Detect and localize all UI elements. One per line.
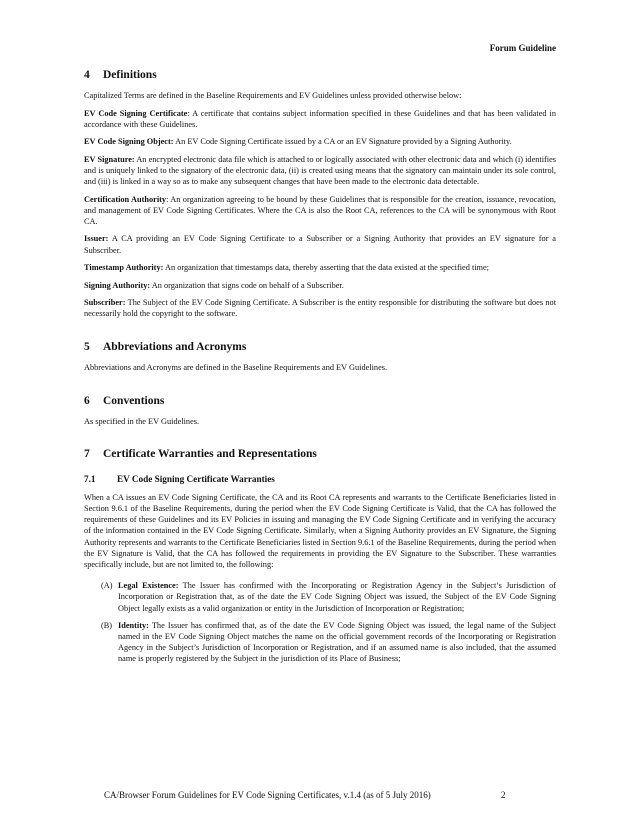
definition-item (84, 233, 556, 255)
definition-text: A certificate that contains subject information specified in these Guidelines and that has been validated in accordance with these Guidelines. (84, 108, 556, 129)
list-item-term: Identity: (118, 621, 149, 631)
section-4-heading (84, 68, 556, 82)
list-marker: (A) (101, 581, 113, 591)
section-number: 5 (84, 341, 90, 353)
definition-term: Signing Authority: (84, 280, 151, 290)
warranties-paragraph: When a CA issues an EV Code Signing Certificate, the CA and its Root CA represents and warrants to the Certificate Beneficiaries listed in Section 9.6.1 of the Baseline Requirements, during the period when the EV Code Signing Certificate is Valid, that the CA has followed the requirements of these Guidelines and its EV Policies in issuing and managing the EV Code Signing Certificate and in verifying the accuracy of the information contained in the EV Code Signing Certificate. Similarly, when a Signing Authority provides an EV Signature, the Signing Authority represents and warrants to the Certificate Beneficiaries listed in Section 9.6.1 of the Baseline Requirements, during the period when the EV Signature is Valid, that the CA has followed the requirements in providing the EV Signature to the Subscriber. These warranties specifically include, but are not limited to, the following: (84, 493, 556, 569)
list-item (84, 620, 556, 664)
definition-term: EV Code Signing Certificate (84, 108, 188, 118)
definition-term: Timestamp Authority: (84, 263, 164, 273)
definition-separator: : (166, 194, 169, 204)
definition-term: EV Signature: (84, 154, 135, 164)
section-title: Definitions (103, 69, 157, 81)
section-7-heading (84, 447, 556, 461)
definition-term: Certification Authority (84, 194, 167, 204)
definition-term: Issuer: (84, 234, 109, 244)
section-title: Certificate Warranties and Representations (103, 448, 317, 461)
subsection-number: 7.1 (84, 474, 96, 485)
list-item-term: Legal Existence: (118, 581, 179, 591)
definition-item (84, 262, 556, 273)
page-number: 2 (501, 790, 506, 800)
footer-text: CA/Browser Forum Guidelines for EV Code Signing Certificates, v.1.4 (as of 5 July 2016) (104, 790, 431, 800)
definition-text: An organization agreeing to be bound by these Guidelines that is responsible for the creation, issuance, revocation, and management of EV Code Signing Certificates. Where the CA is also the Root CA, references to the CA will be synonymous with Root CA. (84, 194, 556, 226)
definition-item (84, 136, 556, 147)
subsection-7-1-heading (84, 473, 556, 485)
section-5-heading (84, 340, 556, 354)
section-6-text: As specified in the EV Guidelines. (84, 416, 200, 426)
definition-term: EV Code Signing Object: (84, 137, 174, 147)
section-title: Abbreviations and Acronyms (103, 341, 247, 353)
list-marker: (B) (101, 621, 113, 631)
list-item-text: The Issuer has confirmed with the Incorporating or Registration Agency in the Subject’s Jurisdiction of Incorporation or Registration that, as of the date the EV Code Signing Object was issued, the Subject of the EV Code Signing Object legally exists as a valid organization or entity in the Jurisdiction of Incorporation or Registration; (118, 581, 556, 613)
section-number: 7 (84, 448, 90, 461)
list-item-text: The Issuer has confirmed that, as of the date the EV Code Signing Object was issued, the legal name of the Subject named in the EV Code Signing Object matches the name on the official government records of the Incorporating or Registration Agency in the Subject’s Jurisdiction of Incorporation or Registration, and if an assumed name is also included, that the assumed name is properly registered by the Subject in the jurisdiction of its Place of Business; (118, 621, 556, 664)
definition-separator: : (187, 108, 190, 118)
definition-text: The Subject of the EV Code Signing Certificate. A Subscriber is the entity responsible for distributing the software but does not necessarily hold the copyright to the software. (84, 298, 556, 319)
definition-text: An encrypted electronic data file which is attached to or logically associated with other electronic data and which (i) identifies and is uniquely linked to the signatory of the electronic data, (ii) is created using means that the signatory can maintain under its sole control, and (iii) is linked in a way so as to make any subsequent changes that have been made to the electronic data detectable. (84, 154, 556, 187)
section-5-text: Abbreviations and Acronyms are defined in the Baseline Requirements and EV Guidelines. (84, 363, 388, 372)
list-item (84, 580, 556, 613)
running-header: Forum Guideline (489, 43, 556, 53)
definition-item (84, 194, 556, 227)
section-6-heading (84, 394, 556, 408)
definitions-intro: Capitalized Terms are defined in the Baseline Requirements and EV Guidelines unless provided otherwise below: (84, 91, 462, 100)
definition-item (84, 154, 556, 187)
section-number: 6 (84, 394, 90, 407)
subsection-title: EV Code Signing Certificate Warranties (117, 474, 275, 485)
page-content (84, 68, 556, 671)
definition-text: An organization that timestamps data, thereby asserting that the data existed at the specified time; (163, 263, 489, 273)
definition-text: A CA providing an EV Code Signing Certificate to a Subscriber or a Signing Authority that provides an EV signature for a Subscriber. (84, 234, 556, 255)
definition-term: Subscriber: (84, 298, 126, 308)
definition-text: An organization that signs code on behalf of a Subscriber. (150, 280, 344, 290)
definition-item (84, 280, 556, 291)
definition-text: An EV Code Signing Certificate issued by a CA or an EV Signature provided by a Signing Authority. (173, 137, 512, 147)
section-number: 4 (84, 69, 90, 81)
warranties-list (84, 580, 556, 664)
definition-item (84, 297, 556, 319)
definition-item (84, 108, 556, 130)
section-title: Conventions (103, 394, 165, 407)
